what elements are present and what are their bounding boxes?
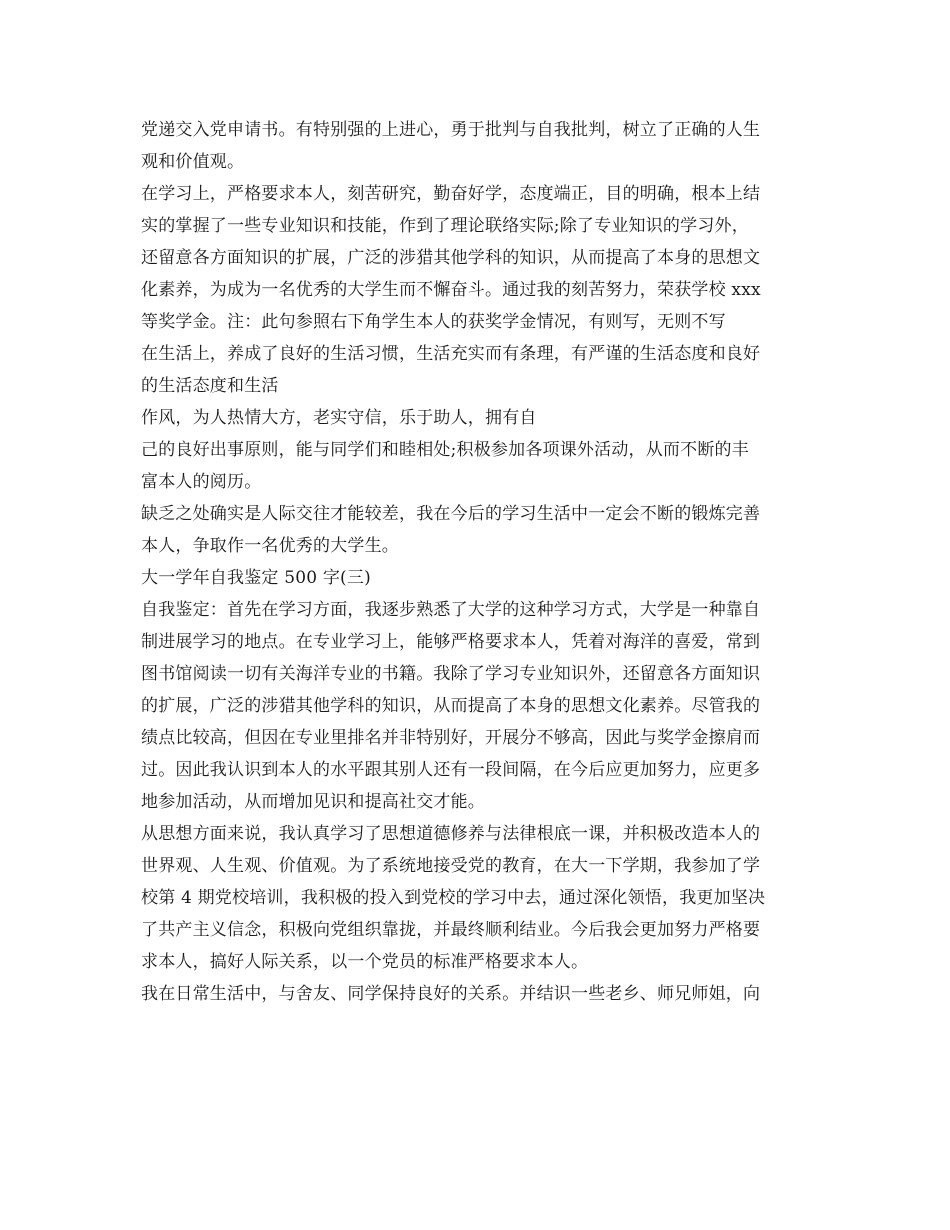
text-line: 本人，争取作一名优秀的大学生。: [141, 536, 399, 556]
text-line: 的扩展，广泛的涉猎其他学科的知识，从而提高了本身的思想文化素养。尽管我的: [141, 696, 761, 716]
body-text: [141, 114, 821, 1010]
text-line: 作风，为人热情大方，老实守信，乐于助人，拥有自: [141, 408, 537, 428]
text-line: 化素养，为成为一名优秀的大学生而不懈奋斗。通过我的刻苦努力，荣获学校 xxx: [141, 280, 761, 300]
text-line: 了共产主义信念，积极向党组织靠拢，并最终顺利结业。今后我会更加努力严格要: [141, 920, 761, 940]
section-heading: 大一学年自我鉴定 500 字(三): [141, 568, 371, 588]
text-line: 过。因此我认识到本人的水平跟其别人还有一段间隔，在今后应更加努力，应更多: [141, 760, 761, 780]
text-line: 地参加活动，从而增加见识和提高社交才能。: [141, 792, 485, 812]
text-line: 在生活上，养成了良好的生活习惯，生活充实而有条理，有严谨的生活态度和良好: [141, 344, 761, 364]
text-line: 我在日常生活中，与舍友、同学保持良好的关系。并结识一些老乡、师兄师姐，向: [141, 984, 761, 1004]
text-line: 还留意各方面知识的扩展，广泛的涉猎其他学科的知识，从而提高了本身的思想文: [141, 248, 761, 268]
text-line: 校第 4 期党校培训，我积极的投入到党校的学习中去，通过深化领悟，我更加坚决: [141, 888, 766, 908]
text-line: 观和价值观。: [141, 152, 245, 172]
text-line: 图书馆阅读一切有关海洋专业的书籍。我除了学习专业知识外，还留意各方面知识: [141, 664, 761, 684]
text-line: 等奖学金。注：此句参照右下角学生本人的获奖学金情况，有则写，无则不写: [141, 312, 726, 332]
text-line: 从思想方面来说，我认真学习了思想道德修养与法律根底一课，并积极改造本人的: [141, 824, 761, 844]
text-line: 在学习上，严格要求本人，刻苦研究，勤奋好学，态度端正，目的明确，根本上结: [141, 184, 761, 204]
text-line: 自我鉴定：首先在学习方面，我逐步熟悉了大学的这种学习方式，大学是一种靠自: [141, 600, 761, 620]
text-line: 己的良好出事原则，能与同学们和睦相处;积极参加各项课外活动，从而不断的丰: [141, 440, 749, 460]
text-line: 制进展学习的地点。在专业学习上，能够严格要求本人，凭着对海洋的喜爱，常到: [141, 632, 761, 652]
text-line: 党递交入党申请书。有特别强的上进心，勇于批判与自我批判，树立了正确的人生: [141, 120, 761, 140]
text-line: 缺乏之处确实是人际交往才能较差，我在今后的学习生活中一定会不断的锻炼完善: [141, 504, 761, 524]
text-line: 世界观、人生观、价值观。为了系统地接受党的教育，在大一下学期，我参加了学: [141, 856, 761, 876]
text-line: 求本人，搞好人际关系，以一个党员的标准严格要求本人。: [141, 952, 589, 972]
text-line: 绩点比较高，但因在专业里排名并非特别好，开展分不够高，因此与奖学金擦肩而: [141, 728, 761, 748]
text-line: 实的掌握了一些专业知识和技能，作到了理论联络实际;除了专业知识的学习外，: [141, 216, 749, 236]
text-line: 富本人的阅历。: [141, 472, 262, 492]
text-line: 的生活态度和生活: [141, 376, 279, 396]
